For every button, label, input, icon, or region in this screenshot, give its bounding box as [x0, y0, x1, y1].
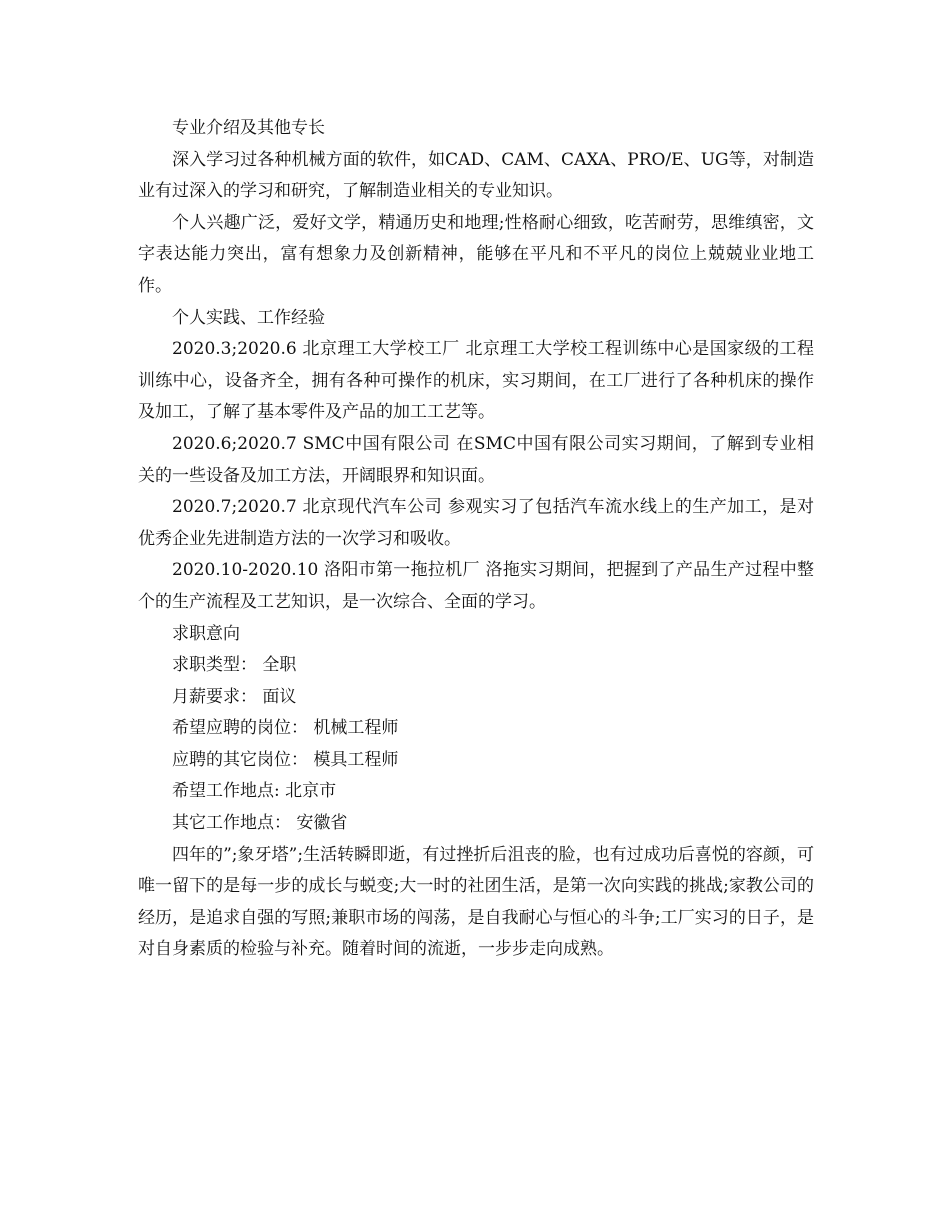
paragraph-personal-interests: 个人兴趣广泛，爱好文学，精通历史和地理;性格耐心细致，吃苦耐劳，思维缜密，文字表达能力突出，富有想象力及创新精神，能够在平凡和不平凡的岗位上兢兢业业地工作。: [138, 212, 814, 296]
desired-location-line: 希望工作地点: 北京市: [172, 781, 337, 802]
section-heading-experience: 个人实践、工作经验: [172, 307, 325, 328]
paragraph-experience-bit-factory: 2020.3;2020.6 北京理工大学校工厂 北京理工大学校工程训练中心是国家级的工程训练中心，设备齐全，拥有各种可操作的机床，实习期间，在工厂进行了各种机床的操作及加工，了解了基本零件及产品的加工工艺等。: [138, 339, 814, 423]
section-heading-specialty: 专业介绍及其他专长: [172, 118, 325, 138]
paragraph-software-skills: 深入学习过各种机械方面的软件，如CAD、CAM、CAXA、PRO/E、UG等，对制造业有过深入的学习和研究，了解制造业相关的专业知识。: [138, 149, 814, 202]
paragraph-experience-smc: 2020.6;2020.7 SMC中国有限公司 在SMC中国有限公司实习期间，了解到专业相关的一些设备及加工方法，开阔眼界和知识面。: [138, 433, 814, 486]
other-position-line: 应聘的其它岗位： 模具工程师: [172, 749, 399, 770]
document-body: [138, 113, 814, 966]
paragraph-experience-luoyang-tractor: 2020.10-2020.10 洛阳市第一拖拉机厂 洛拖实习期间，把握到了产品生产过程中整个的生产流程及工艺知识，是一次综合、全面的学习。: [138, 560, 814, 612]
salary-line: 月薪要求： 面议: [172, 686, 297, 707]
paragraph-self-summary: 四年的”;象牙塔”;生活转瞬即逝，有过挫折后沮丧的脸，也有过成功后喜悦的容颜，可唯一留下的是每一步的成长与蜕变;大一时的社团生活，是第一次向实践的挑战;家教公司的经历，是追求自强的写照;兼职市场的闯荡，是自我耐心与恒心的斗争;工厂实习的日子，是对自身素质的检验与补充。随着时间的流逝，一步步走向成熟。: [138, 844, 814, 960]
other-location-line: 其它工作地点： 安徽省: [172, 813, 348, 834]
desired-position-line: 希望应聘的岗位： 机械工程师: [172, 718, 399, 739]
paragraph-experience-hyundai: 2020.7;2020.7 北京现代汽车公司 参观实习了包括汽车流水线上的生产加工，是对优秀企业先进制造方法的一次学习和吸收。: [138, 497, 814, 549]
job-type-line: 求职类型： 全职: [172, 655, 297, 676]
section-heading-job-intention: 求职意向: [172, 623, 240, 644]
